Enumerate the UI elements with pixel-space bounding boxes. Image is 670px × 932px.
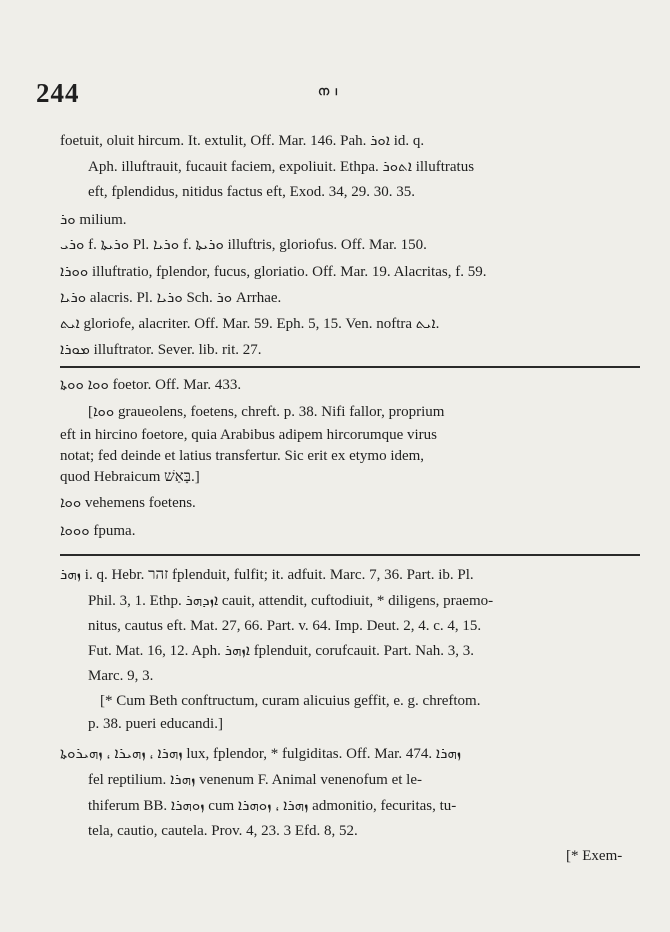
text-line: ܘܪ milium.: [60, 212, 127, 228]
running-head: ന ।: [318, 84, 340, 98]
text-line: foetuit, oluit hircum. It. extulit, Off. Mar. 146. Pah. ܐܘܪ id. q.: [60, 133, 425, 149]
text-line: ܘܪܝ f. ܘܪܝܬܐ Pl. ܘܪܝܐ f. ܘܪܝܬܐ illuftris, gloriofus. Off. Mar. 150.: [60, 237, 427, 253]
text-line: Phil. 3, 1. Ethp. ܐܙܕܗܪ cauit, attendit, cuftodiuit, * diligens, praemo-: [88, 593, 494, 609]
section-rule: [60, 366, 640, 368]
text-line: ܐܝܬ gloriofe, alacriter. Off. Mar. 59. Eph. 5, 15. Ven. noftra ܐܝܬ.: [60, 316, 440, 332]
text-line: tela, cautio, cautela. Prov. 4, 23. 3 Efd. 8, 52.: [88, 823, 358, 839]
text-line: ܘܘܐ vehemens foetens.: [60, 495, 196, 511]
page-number: 244: [36, 78, 80, 108]
text-line: ܙܗܪ i. q. Hebr. זהר fplenduit, fulfit; it. adfuit. Marc. 7, 36. Part. ib. Pl.: [60, 567, 474, 583]
text-line: Marc. 9, 3.: [88, 668, 154, 684]
text-line: nitus, cautus eft. Mat. 27, 66. Part. v. 64. Imp. Deut. 2, 4. c. 4, 15.: [88, 618, 482, 634]
text-line: ܘܘܐ ܘܘܬܐ foetor. Off. Mar. 433.: [60, 377, 242, 393]
text-line: fel reptilium. ܙܗܪܐ venenum F. Animal venenofum et le-: [88, 772, 422, 788]
text-line: ܙܗܪܐ ، ܙܗܝܪܐ ، ܙܗܝܪܘܬܐ lux, fplendor, * fulgiditas. Off. Mar. 474. ܙܗܪܐ: [60, 746, 462, 762]
text-line: [* Cum Beth conftructum, curam alicuius geffit, e. g. chreftom.: [100, 693, 481, 709]
text-line: ܡܘܪܐ illuftrator. Sever. lib. rit. 27.: [60, 342, 262, 358]
text-line: notat; fed deinde et latius transfertur. Sic erit ex etymo idem,: [60, 448, 425, 464]
section-rule: [60, 554, 640, 556]
text-line: p. 38. pueri educandi.]: [88, 716, 223, 732]
text-line: ܘܘܪܐ illuftratio, fplendor, fucus, gloriatio. Off. Mar. 19. Alacritas, f. 59.: [60, 264, 487, 280]
text-line: quod Hebraicum בָּאַשׁ.]: [60, 469, 200, 485]
text-line: [ܘܘܐ graueolens, foetens, chreft. p. 38. Nifi fallor, proprium: [88, 404, 445, 420]
catchword: [* Exem-: [566, 848, 623, 864]
text-line: eft, fplendidus, nitidus factus eft, Exod. 34, 29. 30. 35.: [88, 184, 416, 200]
text-line: Aph. illuftrauit, fucauit faciem, expoliuit. Ethpa. ܐܬܘܪ illuftratus: [88, 159, 475, 175]
text-line: Fut. Mat. 16, 12. Aph. ܐܙܗܪ fplenduit, corufcauit. Part. Nah. 3, 3.: [88, 643, 475, 659]
text-line: thiferum BB. ܙܘܗܪܐ cum ܙܗܪܐ ، ܙܘܗܪܐ admonitio, fecuritas, tu-: [88, 798, 457, 814]
text-line: ܘܘܘܐ fpuma.: [60, 523, 136, 539]
text-line: ܘܪܝܐ alacris. Pl. ܘܪܝܐ Sch. ܘܪ Arrhae.: [60, 290, 282, 306]
text-line: eft in hircino foetore, quia Arabibus adipem hircorumque virus: [60, 427, 437, 443]
